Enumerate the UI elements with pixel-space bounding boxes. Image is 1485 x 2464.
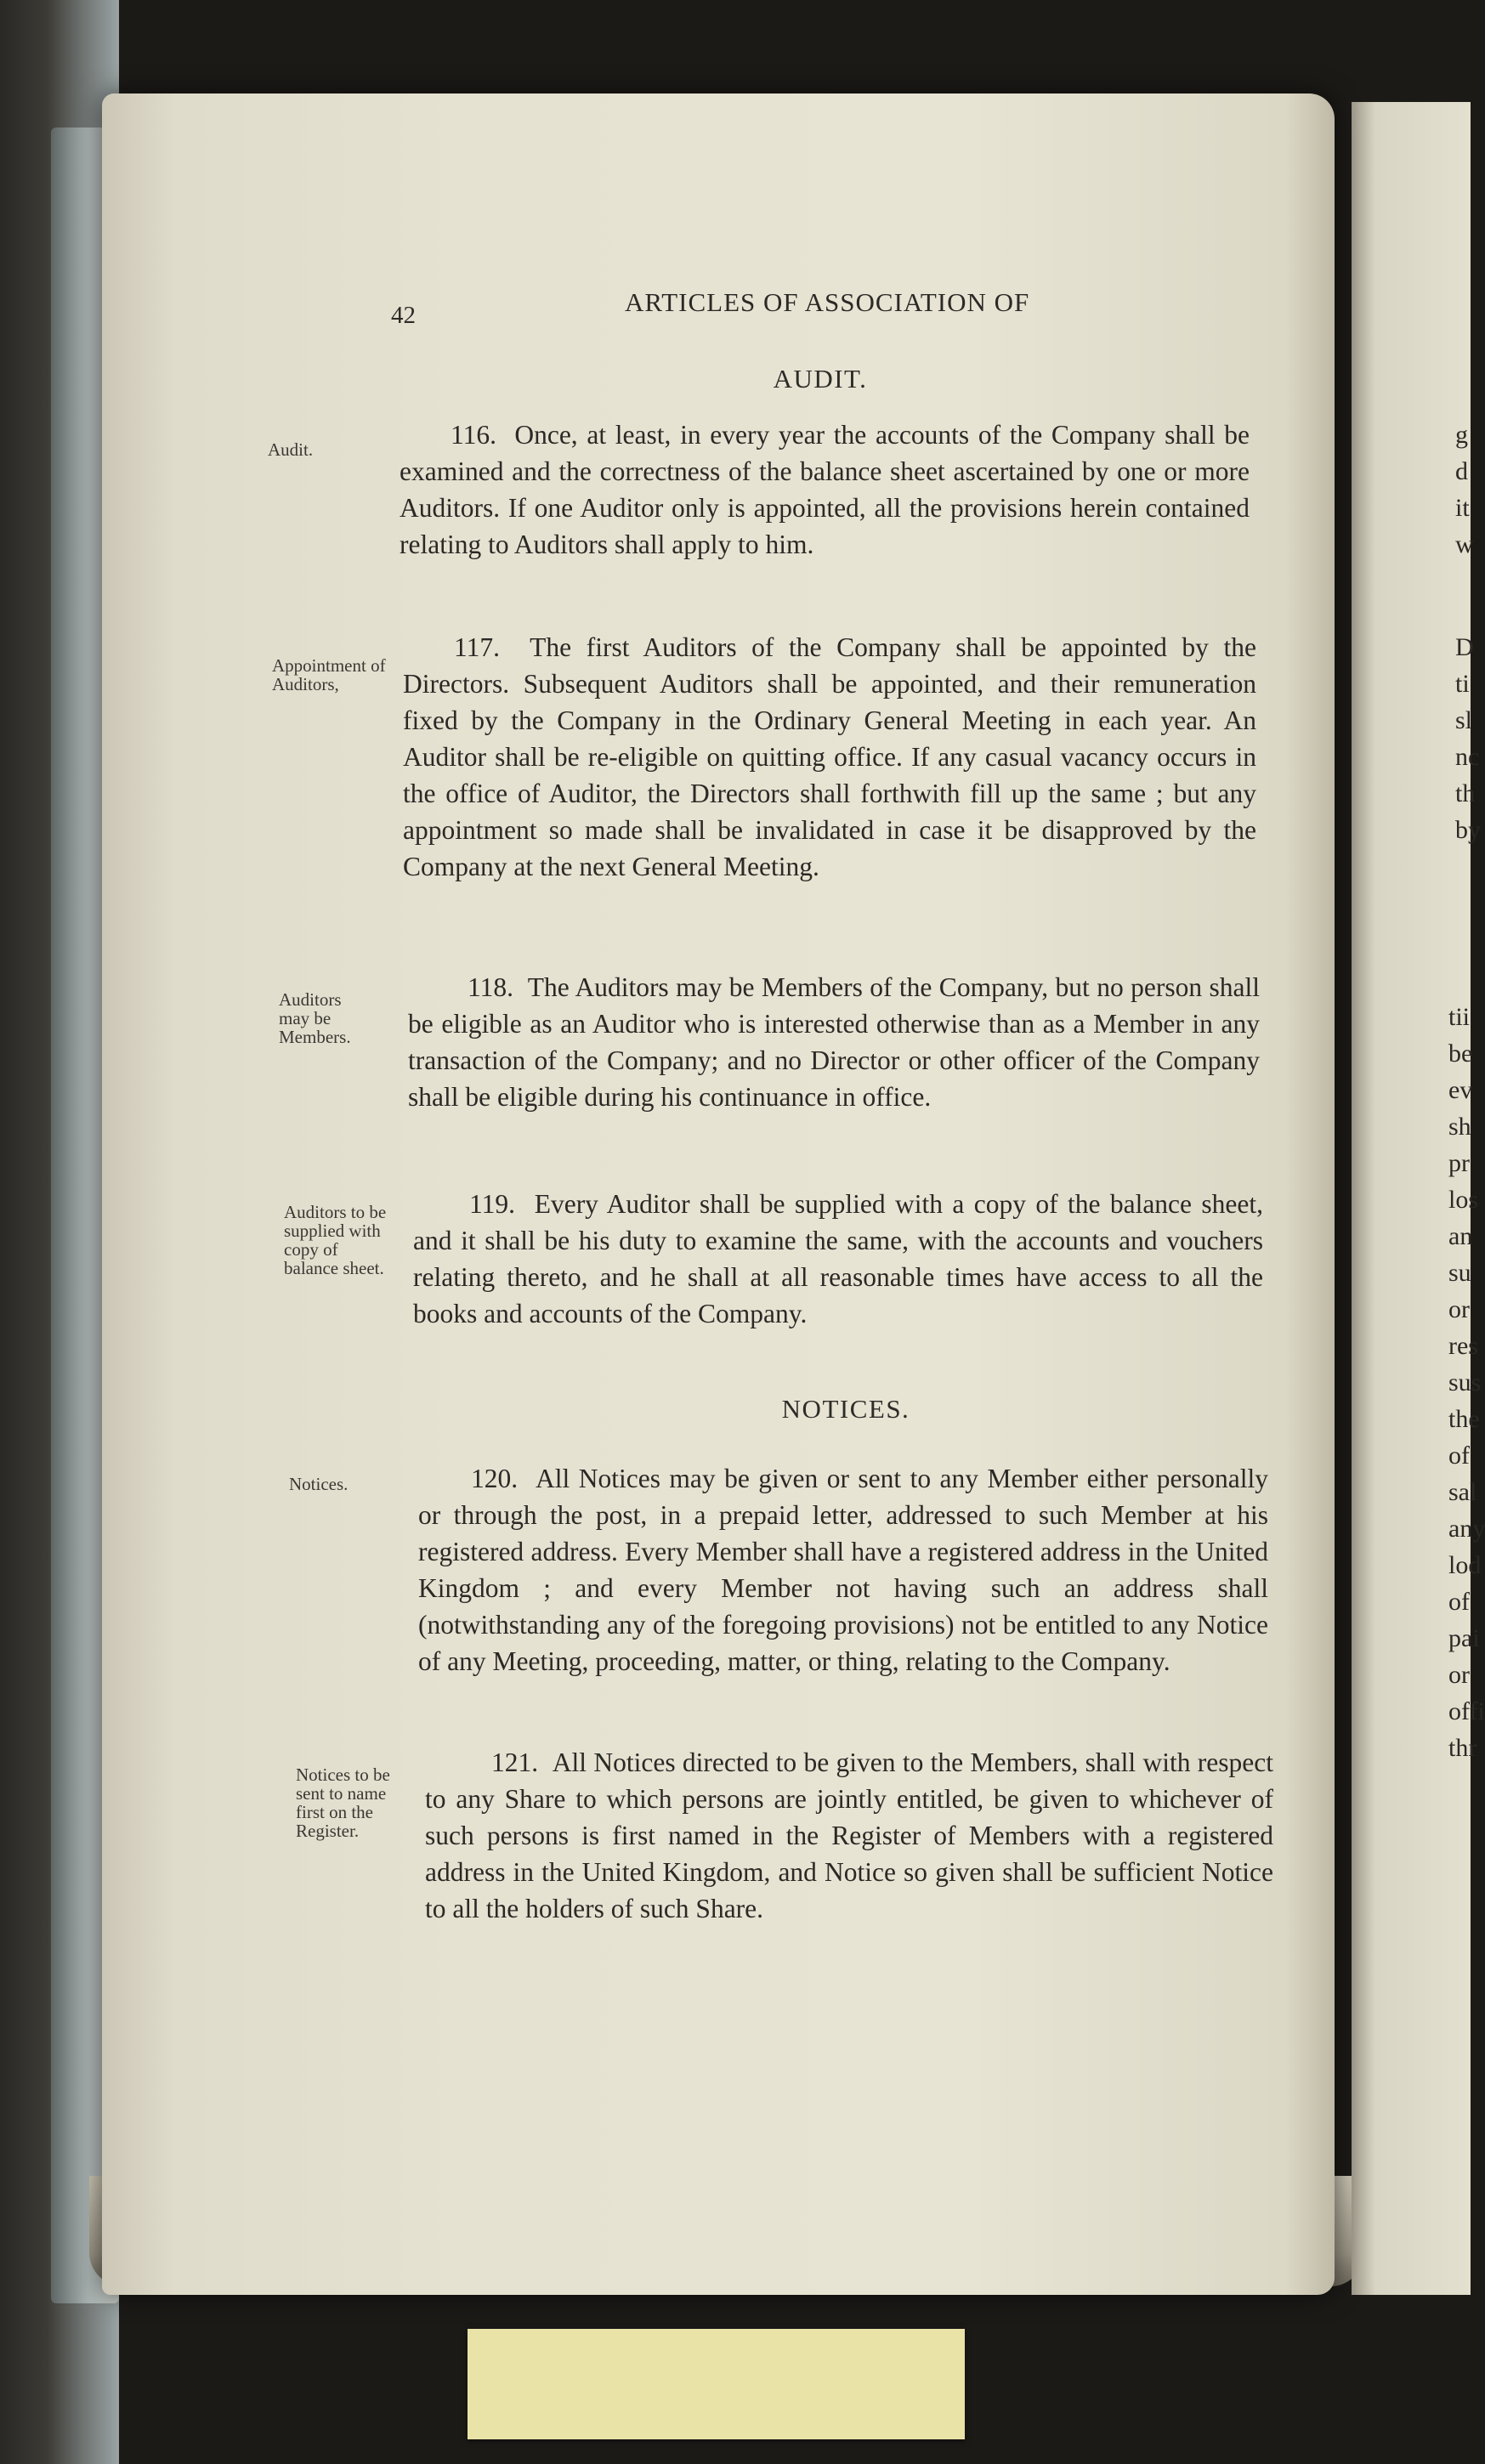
article-text: All Notices may be given or sent to any Member either personally or through the post, in a prepaid letter, addressed to such Member at his registered address. Every Member shall have a registered address in the United Kingdom ; and every Member not having such an address shall (notwithstanding any of the foregoing provisions) not be entitled to any Notice of any Meeting, proceeding, matter, or thing, relating to the Company. [418,1464,1268,1676]
fragment: lod [1448,1551,1482,1579]
fragment: offi [1448,1697,1485,1725]
marginal-note: Auditors to be supplied with copy of balance sheet. [284,1202,387,1278]
article-118 [408,969,1260,1115]
marginal-note: Appointment of Auditors, [272,655,386,694]
article-121 [425,1744,1273,1927]
fragment: an [1448,1222,1473,1250]
article-117 [403,629,1256,885]
fragment: g [1455,421,1468,449]
fragment: los [1448,1186,1479,1214]
article-number: 119. [469,1189,515,1219]
section-heading-audit: AUDIT. [773,364,868,394]
fragment: of [1448,1442,1470,1470]
fragment: thr [1448,1734,1477,1762]
fragment: th [1455,779,1476,807]
article-number: 116. [451,420,496,450]
marginal-note: Audit. [268,439,314,460]
marginal-note: Notices. [289,1474,349,1494]
section-heading-notices: NOTICES. [781,1394,910,1424]
article-119 [413,1186,1263,1332]
article-number: 117. [454,632,500,662]
article-text: The first Auditors of the Company shall be appointed by the Directors. Subsequent Auditors shall be appointed, and their remuneration fixed by the Company in the Ordinary General Meeting in each year. An Auditor shall be re-eligible on quitting office. If any casual vacancy occurs in the office of Auditor, the Directors shall forthwith fill up the same ; but any appointment so made shall be invalidated in case it be disapproved by the Company at the next General Meeting. [403,632,1257,881]
article-number: 118. [468,972,513,1002]
fragment: the [1448,1405,1480,1433]
fragment: su [1448,1259,1471,1287]
running-title: ARTICLES OF ASSOCIATION OF [625,287,1030,317]
fragment: any [1448,1515,1485,1543]
fragment: sus [1448,1368,1482,1396]
article-116 [400,416,1250,563]
fragment: ev [1448,1076,1473,1104]
fragment: by [1455,816,1481,844]
fragment: sl [1455,706,1473,734]
fragment: nc [1455,743,1480,771]
article-text: The Auditors may be Members of the Company, but no person shall be eligible as an Auditor who is interested otherwise than as a Member in any transaction of the Company; and no Director or other officer of the Company shall be eligible during his continuance in office. [408,972,1260,1112]
fragment: pr [1448,1149,1470,1177]
page-number: 42 [391,302,416,329]
fragment: sal [1448,1478,1477,1506]
article-text: All Notices directed to be given to the Members, shall with respect to any Share to which persons are jointly entitled, be given to whichever of such persons is first named in the Register of Members with a registered address in the United Kingdom, and Notice so given shall be sufficient Notice to all the holders of such Share. [425,1747,1273,1923]
fragment: tii [1448,1003,1471,1031]
fragment: pai [1448,1624,1480,1652]
sticky-note-tab [468,2329,965,2439]
fragment: d [1455,457,1468,485]
fragment: of [1448,1588,1470,1616]
article-text: Every Auditor shall be supplied with a copy of the balance sheet, and it shall be his duty to examine the same, with the accounts and vouchers relating thereto, and he shall at all reasonable times have access to all the books and accounts of the Company. [413,1189,1263,1328]
fragment: res [1448,1332,1478,1360]
fragment: or [1448,1661,1470,1689]
fragment: be [1448,1039,1473,1068]
fragment: D [1455,633,1474,661]
article-120 [418,1460,1268,1679]
marginal-note: Auditors may be Members. [279,989,351,1047]
article-text: Once, at least, in every year the accounts of the Company shall be examined and the correctness of the balance sheet ascertained by one or more Auditors. If one Auditor only is appointed, all the provisions herein contained relating to Auditors shall apply to him. [400,420,1250,559]
fragment: or [1448,1295,1470,1323]
fragment: ti [1455,670,1470,698]
fragment: w [1455,530,1474,558]
article-number: 120. [471,1464,519,1493]
article-number: 121. [491,1747,539,1777]
marginal-note: Notices to be sent to name first on the Register. [296,1764,390,1841]
fragment: it [1455,494,1470,522]
fragment: sh [1448,1113,1471,1141]
